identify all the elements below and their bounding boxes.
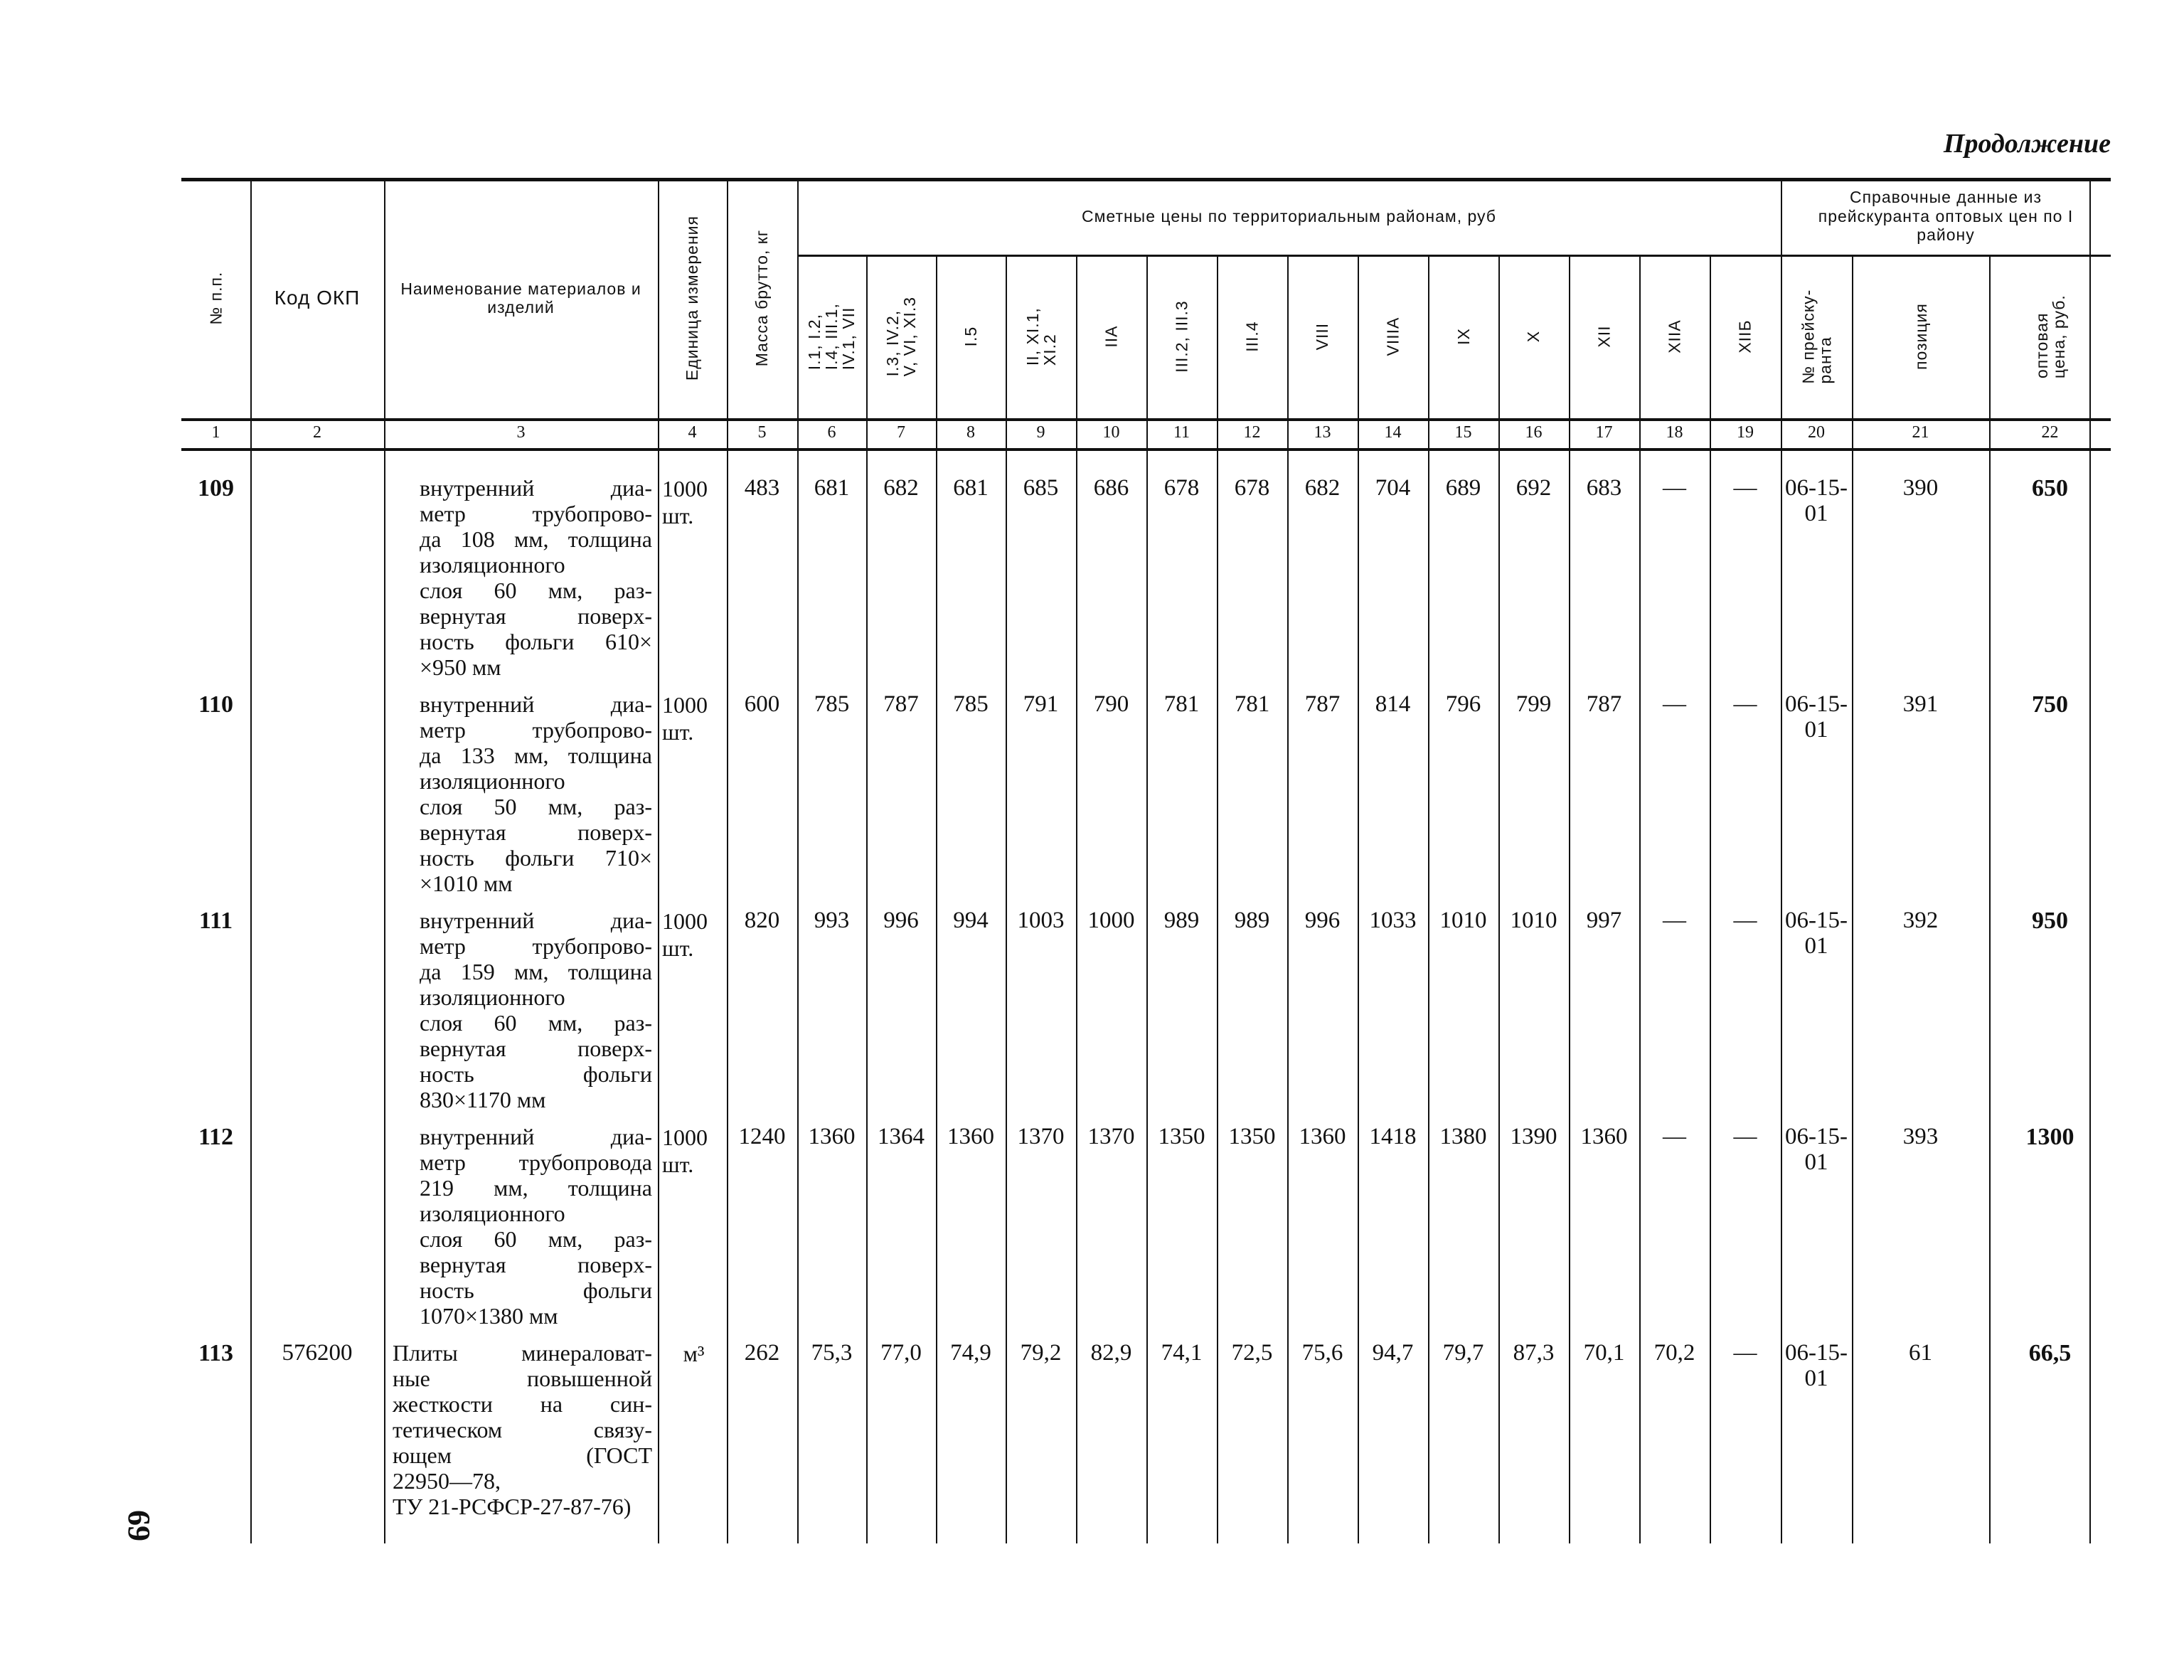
unit-line: шт.: [662, 1152, 694, 1177]
price-region-2: 1364: [878, 1124, 925, 1149]
unit-line: шт.: [662, 719, 694, 745]
column-number: 2: [313, 423, 321, 442]
price-region-1: 993: [814, 908, 850, 933]
column-number: 16: [1525, 423, 1543, 442]
item-name-line: метр трубопрово-: [420, 933, 652, 959]
item-name-line: ность фольги 710×: [420, 845, 652, 871]
item-name-line: внутренний диа-: [420, 1124, 652, 1149]
price-region-11: 1390: [1510, 1124, 1557, 1149]
price-region-4: 685: [1023, 475, 1059, 501]
price-list-position: 61: [1909, 1340, 1932, 1366]
price-region-11: 799: [1516, 691, 1552, 717]
column-number: 4: [688, 423, 697, 442]
row-number: 110: [198, 691, 234, 718]
price-region-1: 681: [814, 475, 850, 501]
header-region-13: [1639, 255, 1710, 418]
price-region-2: 77,0: [880, 1340, 922, 1366]
column-number: 9: [1036, 423, 1045, 442]
wholesale-price: 650: [2032, 475, 2068, 501]
column-number: 14: [1384, 423, 1402, 442]
item-name-line: внутренний диа-: [420, 475, 652, 501]
price-region-14: —: [1733, 475, 1757, 501]
gross-mass: 483: [744, 475, 780, 501]
price-region-4: 1003: [1017, 908, 1065, 933]
item-name-line: изоляционного: [420, 552, 565, 578]
header-mass: [727, 178, 797, 418]
header-region-1-text: I.1, I.2, I.4, III.1, IV.1, VII: [805, 302, 858, 371]
column-number: 19: [1737, 423, 1754, 442]
item-name-line: ТУ 21-РСФСР-27-87-76): [393, 1494, 632, 1519]
price-region-6: 678: [1163, 475, 1200, 501]
price-region-12: 787: [1586, 691, 1622, 717]
header-unit-text: Единица измерения: [683, 215, 702, 381]
header-region-7-text: III.4: [1242, 321, 1262, 352]
row-number: 113: [198, 1340, 234, 1366]
price-region-13: 70,2: [1653, 1340, 1695, 1366]
header-region-8: [1287, 255, 1358, 418]
row-number: 111: [198, 908, 233, 934]
price-list-number: 06-15-01: [1785, 475, 1848, 527]
price-region-7: 1350: [1228, 1124, 1276, 1149]
price-region-6: 1350: [1158, 1124, 1205, 1149]
price-list-position: 392: [1902, 908, 1939, 933]
price-region-5: 1000: [1087, 908, 1135, 933]
price-region-6: 781: [1163, 691, 1200, 717]
header-price-list-no: [1781, 255, 1852, 418]
price-region-7: 72,5: [1231, 1340, 1273, 1366]
price-region-7: 781: [1234, 691, 1270, 717]
unit-line: 1000: [662, 476, 708, 501]
item-name: [393, 1340, 652, 1519]
price-region-3: 74,9: [950, 1340, 991, 1366]
price-region-4: 1370: [1017, 1124, 1065, 1149]
price-list-number: 06-15-01: [1785, 691, 1848, 743]
price-region-2: 682: [883, 475, 919, 501]
price-list-position: 390: [1902, 475, 1939, 501]
wholesale-price: 750: [2032, 691, 2068, 718]
item-name-line: слоя 60 мм, раз-: [420, 1226, 652, 1252]
item-name-line: ×950 мм: [420, 654, 501, 680]
gross-mass: 262: [744, 1340, 780, 1366]
price-region-12: 1360: [1580, 1124, 1628, 1149]
okp-code: 576200: [282, 1340, 353, 1366]
column-number: 18: [1666, 423, 1683, 442]
header-region-14: [1710, 255, 1781, 418]
item-name-line: жесткости на син-: [393, 1391, 652, 1417]
price-region-2: 787: [883, 691, 919, 717]
page-number: 69: [122, 1510, 156, 1541]
item-name-line: тетическом связу-: [393, 1417, 652, 1442]
header-row-no: [181, 178, 250, 418]
price-region-5: 686: [1093, 475, 1129, 501]
price-region-3: 785: [953, 691, 989, 717]
gross-mass: 1240: [738, 1124, 786, 1149]
column-number: 5: [757, 423, 767, 442]
item-name-line: вернутая поверх-: [420, 1252, 652, 1277]
price-region-7: 989: [1234, 908, 1270, 933]
header-region-9-text: VIIIA: [1383, 317, 1402, 356]
row-number: 109: [198, 475, 234, 501]
header-region-6-text: III.2, III.3: [1172, 300, 1191, 373]
price-region-14: —: [1733, 691, 1757, 717]
price-list-number: 06-15-01: [1785, 908, 1848, 959]
item-name-line: Плиты минераловат-: [393, 1340, 652, 1366]
item-name-line: метр трубопровода: [420, 1149, 652, 1175]
unit-line: шт.: [662, 503, 694, 528]
wholesale-price: 950: [2032, 908, 2068, 934]
price-region-8: 75,6: [1301, 1340, 1343, 1366]
header-region-12: [1569, 255, 1639, 418]
header-region-7: [1217, 255, 1287, 418]
price-list-position: 393: [1902, 1124, 1939, 1149]
item-name-line: вернутая поверх-: [420, 603, 652, 629]
item-name-line: ность фольги: [420, 1277, 652, 1303]
column-number: 6: [827, 423, 836, 442]
header-region-12-text: XII: [1594, 325, 1614, 348]
item-name-line: метр трубопрово-: [420, 717, 652, 743]
price-region-12: 683: [1586, 475, 1622, 501]
column-number: 8: [966, 423, 975, 442]
price-region-3: 994: [953, 908, 989, 933]
header-region-9: [1358, 255, 1428, 418]
column-number: 22: [2041, 423, 2059, 442]
item-name: [420, 1124, 652, 1329]
price-region-13: —: [1663, 475, 1686, 501]
continuation-label: Продолжение: [1943, 129, 2111, 159]
price-region-11: 692: [1516, 475, 1552, 501]
price-region-14: —: [1733, 1124, 1757, 1149]
item-name-line: изоляционного: [420, 768, 565, 794]
price-region-4: 79,2: [1020, 1340, 1062, 1366]
unit-of-measure: [662, 1340, 725, 1367]
unit-line: 1000: [662, 908, 708, 934]
price-region-13: —: [1663, 1124, 1686, 1149]
price-region-13: —: [1663, 691, 1686, 717]
item-name-line: слоя 50 мм, раз-: [420, 794, 652, 819]
price-region-5: 790: [1093, 691, 1129, 717]
gross-mass: 820: [744, 908, 780, 933]
header-wholesale-price: [1989, 255, 2111, 418]
item-name-line: изоляционного: [420, 984, 565, 1010]
header-region-13-text: XIIA: [1665, 319, 1684, 353]
header-region-2: [866, 255, 936, 418]
column-number: 10: [1102, 423, 1120, 442]
item-name-line: метр трубопрово-: [420, 501, 652, 526]
item-name-line: 219 мм, толщина: [420, 1175, 652, 1201]
column-number: 13: [1314, 423, 1331, 442]
price-region-6: 74,1: [1161, 1340, 1203, 1366]
header-region-11-text: X: [1524, 330, 1543, 343]
header-region-5: [1076, 255, 1146, 418]
unit-of-measure: [662, 908, 725, 962]
item-name-line: внутренний диа-: [420, 691, 652, 717]
item-name-line: 22950—78,: [393, 1468, 501, 1494]
price-region-9: 1418: [1369, 1124, 1417, 1149]
column-number: 17: [1595, 423, 1613, 442]
header-region-3-text: I.5: [961, 326, 980, 347]
price-region-10: 79,7: [1442, 1340, 1484, 1366]
price-region-5: 1370: [1087, 1124, 1135, 1149]
item-name-line: изоляционного: [420, 1201, 565, 1226]
header-name: Наименование материалов и изделий: [400, 279, 641, 317]
column-number: 12: [1243, 423, 1261, 442]
unit-line: 1000: [662, 692, 708, 718]
unit-of-measure: [662, 475, 725, 529]
price-region-3: 1360: [947, 1124, 994, 1149]
price-region-12: 997: [1586, 908, 1622, 933]
price-region-6: 989: [1163, 908, 1200, 933]
item-name-line: ность фольги: [420, 1061, 652, 1087]
header-region-4-text: II, XI.1, XI.2: [1023, 307, 1059, 366]
header-region-3: [936, 255, 1006, 418]
header-region-1: [797, 255, 866, 418]
unit-of-measure: [662, 691, 725, 745]
header-region-11: [1498, 255, 1569, 418]
price-region-7: 678: [1234, 475, 1270, 501]
column-number: 15: [1454, 423, 1472, 442]
header-price-list-no-text: № прейску- ранта: [1798, 289, 1834, 384]
price-region-13: —: [1663, 908, 1686, 933]
unit-line: м³: [683, 1341, 705, 1366]
header-okp-code: Код ОКП: [274, 286, 361, 309]
price-region-14: —: [1733, 908, 1757, 933]
item-name-line: 1070×1380 мм: [420, 1303, 558, 1329]
item-name-line: да 108 мм, толщина: [420, 526, 652, 552]
price-region-1: 75,3: [811, 1340, 853, 1366]
price-region-11: 1010: [1510, 908, 1557, 933]
header-region-10-text: IX: [1454, 328, 1473, 345]
price-region-10: 1010: [1439, 908, 1487, 933]
wholesale-price: 66,5: [2028, 1340, 2072, 1366]
header-region-5-text: IIA: [1102, 325, 1121, 348]
header-region-14-text: XIIБ: [1735, 319, 1754, 353]
header-position: [1852, 255, 1989, 418]
item-name-line: ные повышенной: [393, 1366, 652, 1391]
header-mass-text: Масса брутто, кг: [752, 229, 772, 367]
price-region-8: 682: [1304, 475, 1341, 501]
item-name-line: внутренний диа-: [420, 908, 652, 933]
price-region-8: 1360: [1299, 1124, 1346, 1149]
price-region-10: 796: [1445, 691, 1481, 717]
item-name-line: ×1010 мм: [420, 871, 513, 896]
price-region-11: 87,3: [1513, 1340, 1555, 1366]
price-region-9: 814: [1375, 691, 1411, 717]
item-name: [420, 908, 652, 1112]
price-region-14: —: [1733, 1340, 1757, 1366]
column-number: 3: [516, 423, 526, 442]
gross-mass: 600: [744, 691, 780, 717]
price-region-1: 785: [814, 691, 850, 717]
item-name-line: да 159 мм, толщина: [420, 959, 652, 984]
unit-of-measure: [662, 1124, 725, 1178]
price-region-1: 1360: [808, 1124, 856, 1149]
column-number: 7: [897, 423, 905, 442]
header-region-10: [1428, 255, 1498, 418]
header-region-8-text: VIII: [1313, 322, 1332, 351]
column-number: 1: [211, 423, 220, 442]
price-region-8: 787: [1304, 691, 1341, 717]
wholesale-price: 1300: [2025, 1124, 2074, 1150]
price-region-10: 689: [1445, 475, 1481, 501]
header-region-2-text: I.3, IV.2, V, VI, XI.3: [883, 296, 919, 377]
price-region-9: 1033: [1369, 908, 1417, 933]
column-number: 20: [1808, 423, 1825, 442]
column-number: 21: [1912, 423, 1929, 442]
unit-line: 1000: [662, 1125, 708, 1150]
item-name-line: ющем (ГОСТ: [393, 1442, 652, 1468]
item-name-line: вернутая поверх-: [420, 1036, 652, 1061]
header-prices-group: Сметные цены по территориальным районам, руб: [1082, 206, 1496, 225]
price-region-9: 94,7: [1372, 1340, 1414, 1366]
price-list-number: 06-15-01: [1785, 1340, 1848, 1392]
price-region-12: 70,1: [1583, 1340, 1625, 1366]
price-region-5: 82,9: [1090, 1340, 1132, 1366]
column-number: 11: [1173, 423, 1190, 442]
unit-line: шт.: [662, 935, 694, 961]
header-row-no-text: № п.п.: [206, 271, 225, 325]
header-position-text: позиция: [1911, 303, 1930, 370]
price-region-3: 681: [953, 475, 989, 501]
header-reference-group: Справочные данные из прейскуранта оптовых цен по I району: [1818, 188, 2074, 245]
price-region-2: 996: [883, 908, 919, 933]
header-region-4: [1006, 255, 1076, 418]
price-region-4: 791: [1023, 691, 1059, 717]
row-number: 112: [198, 1124, 234, 1150]
item-name: [420, 691, 652, 896]
item-name-line: слоя 60 мм, раз-: [420, 578, 652, 603]
item-name-line: да 133 мм, толщина: [420, 743, 652, 768]
price-list-number: 06-15-01: [1785, 1124, 1848, 1176]
price-region-10: 1380: [1439, 1124, 1487, 1149]
item-name-line: 830×1170 мм: [420, 1087, 546, 1112]
price-region-9: 704: [1375, 475, 1411, 501]
item-name-line: вернутая поверх-: [420, 819, 652, 845]
header-wholesale-price-text: оптовая цена, руб.: [2032, 294, 2068, 378]
item-name-line: ность фольги 610×: [420, 629, 652, 654]
price-region-8: 996: [1304, 908, 1341, 933]
price-list-position: 391: [1902, 691, 1939, 717]
header-region-6: [1146, 255, 1217, 418]
item-name: [420, 475, 652, 680]
item-name-line: слоя 60 мм, раз-: [420, 1010, 652, 1036]
header-unit: [658, 178, 727, 418]
